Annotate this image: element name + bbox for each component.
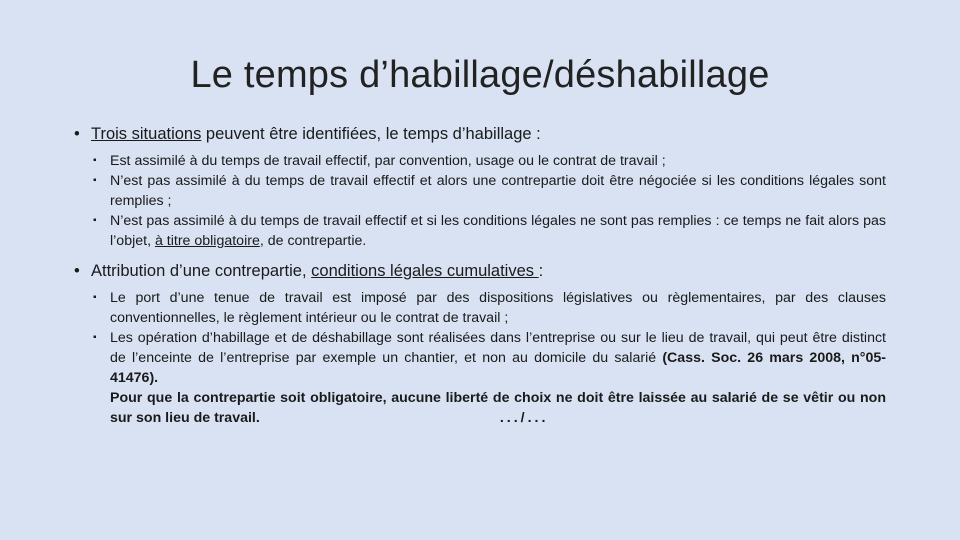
obligation-note: Pour que la contrepartie soit obligatoire, aucune liberté de choix ne doit être laissée au salarié de se vêtir ou non sur son lieu de travail. (110, 390, 886, 426)
sub-item-4 (74, 288, 886, 328)
sub-item-2-text: N’est pas assimilé à du temps de travail effectif et alors une contrepartie doit être négociée si les conditions légales sont remplies ; (110, 173, 886, 209)
sub-item-3-text-before: N’est pas assimilé à du temps de travail effectif et si les conditions légales ne sont pas remplies : ce temps ne fait alors pas l’objet, (110, 213, 886, 249)
citation: (Cass. Soc. 26 mars 2008, n°05-41476). (110, 350, 886, 386)
section-1-text: peuvent être identifiées, le temps d’habillage : (201, 125, 541, 143)
slide-content (74, 124, 886, 428)
sub-item-2 (74, 171, 886, 211)
section-1-subitems (74, 151, 886, 251)
square-bullet-icon: ▪ (93, 175, 97, 186)
sub-item-5 (74, 328, 886, 428)
square-bullet-icon: ▪ (93, 332, 97, 343)
sub-item-1 (74, 151, 886, 171)
sub-item-1-text: Est assimilé à du temps de travail effectif, par convention, usage ou le contrat de travail ; (110, 153, 666, 169)
sub-item-5-text: Les opération d’habillage et de déshabillage sont réalisées dans l’entreprise ou sur le lieu de travail, qui peut être distinct de l’enceinte de l’entreprise par exemple un chantier, et non au domicile du salarié (110, 330, 886, 366)
section-2-subitems (74, 288, 886, 428)
section-2-underlined: conditions légales cumulatives (311, 262, 539, 280)
bullet-dot: • (74, 125, 80, 143)
section-2-colon: : (538, 262, 544, 280)
continuation-mark: .../... (499, 410, 549, 426)
sub-item-3-text-after: , de contrepartie. (259, 233, 367, 249)
sub-item-4-text: Le port d’une tenue de travail est imposé par des dispositions législatives ou règlementaires, par des clauses conventionnelles, le règlement intérieur ou le contrat de travail ; (110, 290, 886, 326)
square-bullet-icon: ▪ (93, 292, 97, 303)
slide-title: Le temps d’habillage/déshabillage (190, 54, 770, 96)
bullet-section-2 (74, 261, 886, 282)
bullet-section-1 (74, 124, 886, 145)
sub-item-3-underlined: à titre obligatoire (154, 233, 260, 249)
square-bullet-icon: ▪ (93, 155, 97, 166)
bullet-dot: • (74, 262, 80, 280)
section-2-text: Attribution d’une contrepartie, (91, 262, 312, 280)
section-1-underlined: Trois situations (91, 125, 202, 143)
sub-item-3 (74, 211, 886, 251)
square-bullet-icon: ▪ (93, 215, 97, 226)
